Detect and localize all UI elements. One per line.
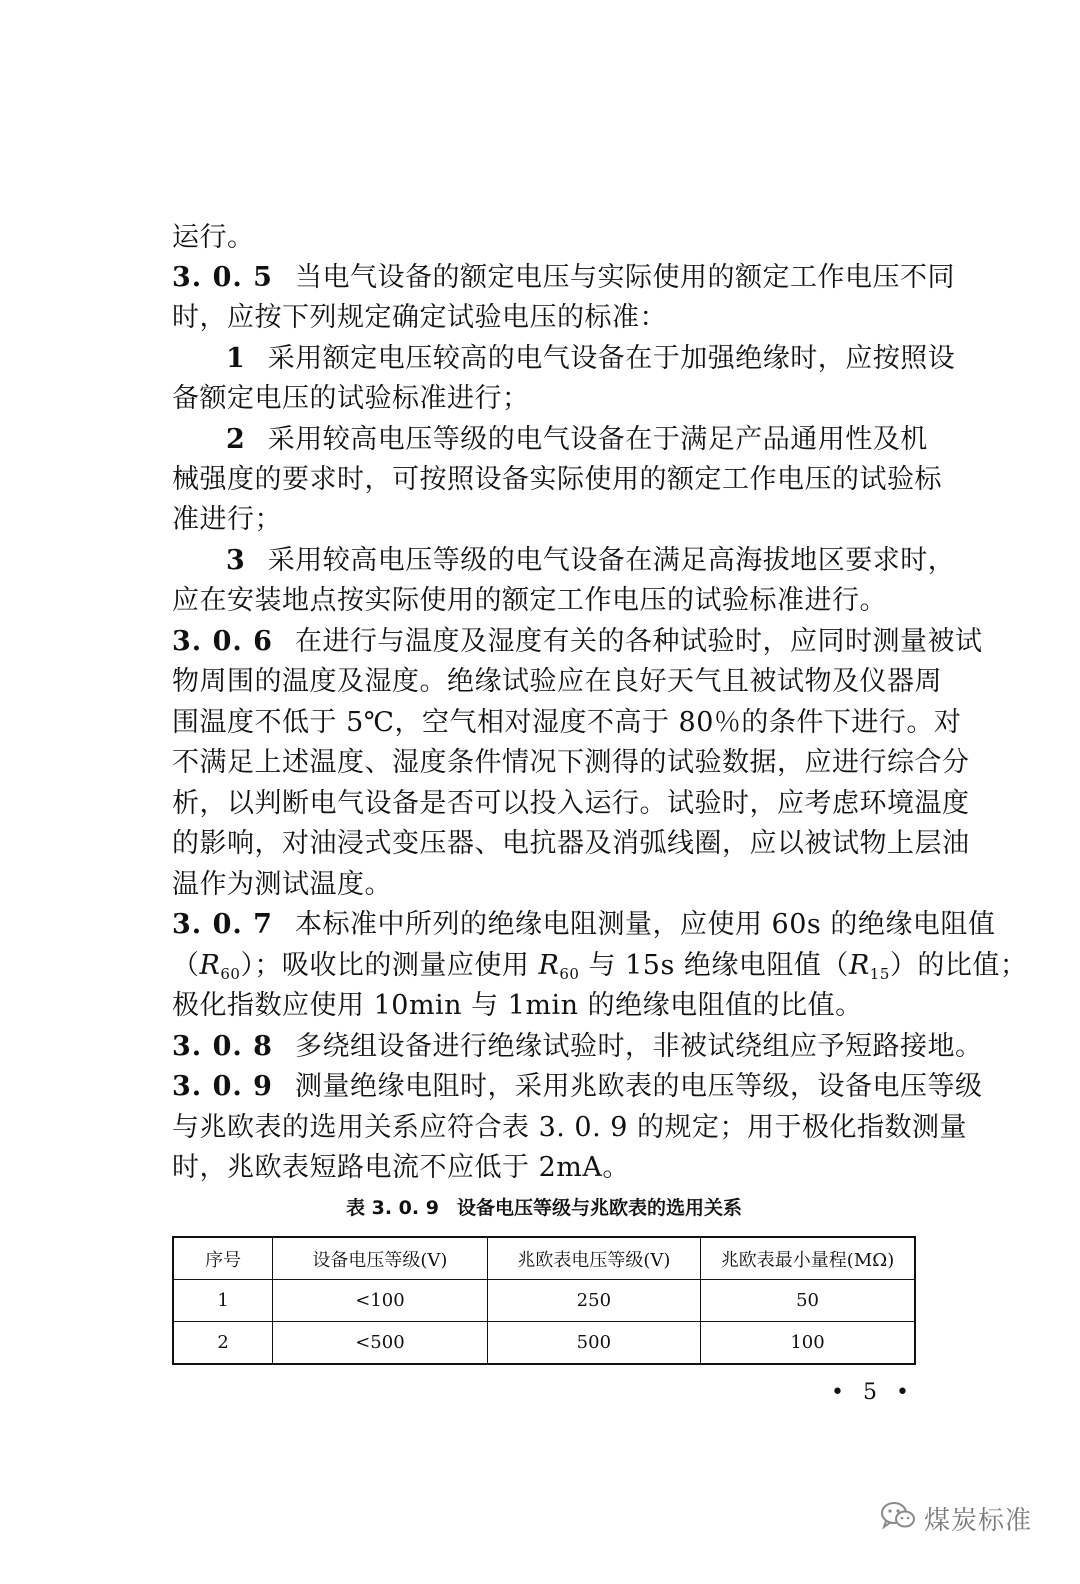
text-fragment: ）；吸收比的测量应使用 <box>240 950 539 981</box>
text-fragment: 与 15s 绝缘电阻值（ <box>579 950 849 981</box>
text-fragment: ）的比值； <box>889 950 1028 981</box>
clause-text: 在进行与温度及湿度有关的各种试验时，应同时测量被试 <box>294 626 983 657</box>
table-row <box>173 1322 915 1365</box>
clause-number: 3. 0. 8 <box>172 1031 273 1062</box>
item-number: 3 <box>226 545 246 576</box>
list-item-3 <box>226 541 956 581</box>
text-line: 应在安装地点按实际使用的额定工作电压的试验标准进行。 <box>172 585 887 616</box>
header-cell: 兆欧表最小量程(MΩ) <box>701 1237 915 1280</box>
text-line: 运行。 <box>172 222 255 253</box>
page-number: • 5 • <box>831 1380 915 1405</box>
item-text: 采用较高电压等级的电气设备在满足高海拔地区要求时， <box>267 545 956 576</box>
table-title: 设备电压等级与兆欧表的选用关系 <box>456 1197 742 1219</box>
symbol-r: R <box>848 950 870 981</box>
table-cell: 500 <box>487 1322 700 1365</box>
clause-number: 3. 0. 9 <box>172 1071 273 1102</box>
item-text: 采用较高电压等级的电气设备在于满足产品通用性及机 <box>267 424 928 455</box>
list-item-2 <box>226 420 928 460</box>
header-cell: 序号 <box>173 1237 273 1280</box>
clause-3-0-8 <box>172 1027 983 1067</box>
table-cell: 2 <box>173 1322 273 1365</box>
clause-text: 当电气设备的额定电压与实际使用的额定工作电压不同 <box>294 262 955 293</box>
clause-number: 3. 0. 6 <box>172 626 273 657</box>
text-line: 析，以判断电气设备是否可以投入运行。试验时，应考虑环境温度 <box>172 788 970 819</box>
table-cell: 1 <box>173 1280 273 1322</box>
clause-3-0-9 <box>172 1067 983 1107</box>
text-line: 温作为测试温度。 <box>172 869 392 900</box>
text-line: 的影响，对油浸式变压器、电抗器及消弧线圈，应以被试物上层油 <box>172 828 970 859</box>
table-cell: 100 <box>701 1322 915 1365</box>
item-number: 1 <box>226 343 246 374</box>
item-text: 采用额定电压较高的电气设备在于加强绝缘时，应按照设 <box>267 343 956 374</box>
table-cell: 50 <box>701 1280 915 1322</box>
clause-number: 3. 0. 5 <box>172 262 273 293</box>
header-cell: 兆欧表电压等级(V) <box>487 1237 700 1280</box>
subscript: 15 <box>869 965 890 983</box>
watermark-text: 煤炭标准 <box>924 1505 1033 1536</box>
text-line: 极化指数应使用 10min 与 1min 的绝缘电阻值的比值。 <box>172 990 863 1021</box>
subscript: 60 <box>220 965 241 983</box>
table-cell: <500 <box>273 1322 487 1365</box>
symbol-r: R <box>199 950 221 981</box>
list-item-1 <box>226 339 956 379</box>
text-line: 时，兆欧表短路电流不应低于 2mA。 <box>172 1152 630 1183</box>
table-header-row <box>173 1237 915 1280</box>
clause-text: 本标准中所列的绝缘电阻测量，应使用 60s 的绝缘电阻值 <box>294 909 996 940</box>
table-caption <box>172 1195 916 1221</box>
clause-3-0-7 <box>172 905 996 945</box>
text-line: 不满足上述温度、湿度条件情况下测得的试验数据，应进行综合分 <box>172 747 970 778</box>
header-cell: 设备电压等级(V) <box>273 1237 487 1280</box>
wechat-icon <box>880 1501 916 1535</box>
clause-3-0-6 <box>172 622 983 662</box>
text-line: 准进行； <box>172 504 282 535</box>
table-number: 表 3. 0. 9 <box>346 1197 439 1219</box>
subscript: 60 <box>559 965 580 983</box>
text-line: 物周围的温度及湿度。绝缘试验应在良好天气且被试物及仪器周 <box>172 666 942 697</box>
selection-table <box>172 1236 916 1365</box>
text-fragment: （ <box>172 950 200 981</box>
clause-number: 3. 0. 7 <box>172 909 273 940</box>
symbol-r: R <box>538 950 560 981</box>
text-line: 备额定电压的试验标准进行； <box>172 383 530 414</box>
table-cell: 250 <box>487 1280 700 1322</box>
clause-text: 测量绝缘电阻时，采用兆欧表的电压等级，设备电压等级 <box>294 1071 983 1102</box>
text-line: 械强度的要求时，可按照设备实际使用的额定工作电压的试验标 <box>172 464 942 495</box>
clause-3-0-5 <box>172 258 955 298</box>
table-cell: <100 <box>273 1280 487 1322</box>
table-row <box>173 1280 915 1322</box>
text-line: 与兆欧表的选用关系应符合表 3. 0. 9 的规定；用于极化指数测量 <box>172 1112 968 1143</box>
watermark <box>880 1500 1032 1536</box>
text-line: 时，应按下列规定确定试验电压的标准： <box>172 302 667 333</box>
clause-text: 多绕组设备进行绝缘试验时，非被试绕组应予短路接地。 <box>294 1031 983 1062</box>
text-line: 围温度不低于 5℃，空气相对湿度不高于 80％的条件下进行。对 <box>172 707 962 738</box>
item-number: 2 <box>226 424 246 455</box>
